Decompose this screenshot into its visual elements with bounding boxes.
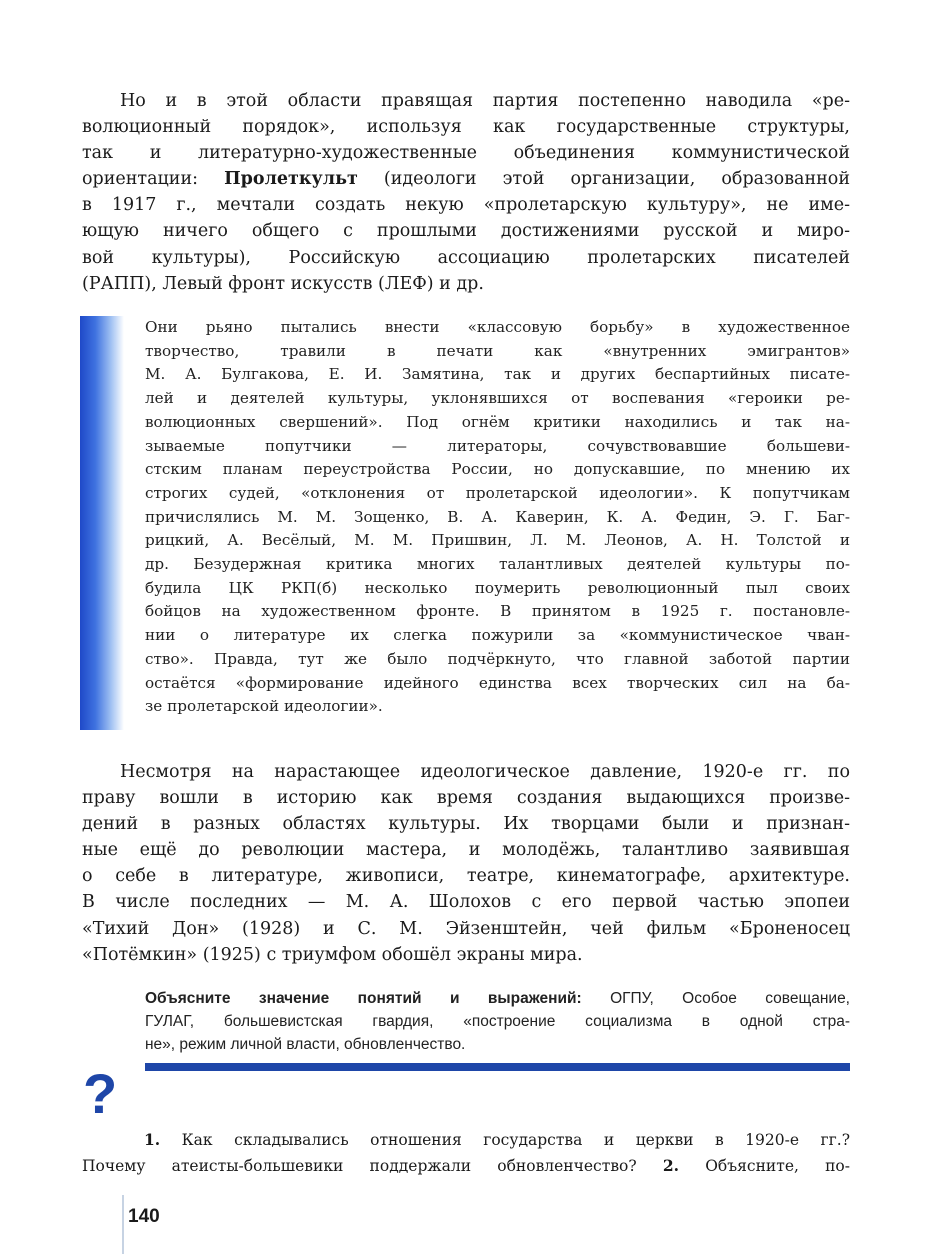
paragraph-1 [82, 88, 850, 297]
text-line: Но и в этой области правящая партия постепенно наводила «ре- [120, 91, 850, 111]
text-line: не», режим личной власти, обновленчество. [145, 1036, 466, 1053]
text-line: причислялись М. М. Зощенко, В. А. Каверин, К. А. Федин, Э. Г. Баг- [145, 507, 850, 526]
text-line: зе пролетарской идеологии». [145, 697, 383, 716]
text-line: в 1917 г., мечтали создать некую «пролетарскую культуру», не име- [82, 195, 850, 216]
text-line: ные ещё до революции мастера, и молодёжь, талантливо заявившая [82, 840, 850, 861]
quote-block [145, 316, 850, 719]
text-line: так и литературно-художественные объединения коммунистической [82, 143, 850, 164]
text-line: будила ЦК РКП(б) несколько поумерить революционный пыл своих [145, 578, 850, 597]
paragraph-2 [82, 759, 850, 968]
text-line: Несмотря на нарастающее идеологическое давление, 1920-е гг. по [120, 762, 850, 782]
text-line: вой культуры), Российскую ассоциацию пролетарских писателей [82, 247, 850, 268]
text-line: В числе последних — М. А. Шолохов с его первой частью эпопеи [82, 892, 850, 913]
question-mark-icon: ? [83, 1062, 118, 1125]
text-line: бойцов на художественном фронте. В принятом в 1925 г. постановле- [145, 602, 850, 621]
terms-box [145, 987, 850, 1056]
text-line [82, 166, 850, 192]
text-line: волюционный порядок», используя как государственные структуры, [82, 117, 850, 138]
text-line: «Потёмкин» (1925) с триумфом обошёл экраны мира. [82, 944, 583, 965]
text-line: дений в разных областях культуры. Их творцами были и признан- [82, 814, 850, 835]
text-line: строгих судей, «отклонения от пролетарской идеологии». К попутчикам [145, 483, 850, 502]
text: ОГПУ, Особое совещание, [581, 990, 850, 1007]
text-line: нии о литературе их слегка пожурили за «коммунистическое чван- [145, 626, 850, 645]
text-line: остаётся «формирование идейного единства всех творческих сил на ба- [145, 673, 850, 692]
text-line: ГУЛАГ, большевистская гвардия, «построение социализма в одной стра- [145, 1013, 850, 1030]
questions-block [82, 1127, 850, 1179]
terms-heading: Объясните значение понятий и выражений: [145, 990, 582, 1007]
text-line: праву вошли в историю как время создания выдающихся произве- [82, 788, 850, 809]
text-line: рицкий, А. Весёлый, М. М. Пришвин, Л. М. Леонов, А. Н. Толстой и [145, 531, 850, 550]
text-line: о себе в литературе, живописи, театре, кинематографе, архитектуре. [82, 866, 850, 887]
text-line: творчество, травили в печати как «внутренних эмигрантов» [145, 341, 850, 360]
question-number: 2. [662, 1156, 680, 1175]
text-line: волюционных свершений». Под огнём критики находились и так на- [145, 412, 850, 431]
text-line: др. Безудержная критика многих талантливых деятелей культуры по- [145, 555, 850, 574]
text-line: лей и деятелей культуры, уклонявшихся от воспевания «героики ре- [145, 389, 850, 408]
question-text: Объясните, по- [679, 1157, 850, 1175]
text-line [82, 1127, 850, 1153]
text-line: стским планам переустройства России, но допускавшие, по мнению их [145, 460, 850, 479]
term-proletkult: Пролеткульт [224, 169, 358, 190]
text-line: «Тихий Дон» (1928) и С. М. Эйзенштейн, чей фильм «Броненосец [82, 918, 850, 939]
text-line: М. А. Булгакова, Е. И. Замятина, так и других беспартийных писате- [145, 365, 850, 384]
text-line: Они рьяно пытались внести «классовую борьбу» в художественное [145, 318, 850, 336]
section-divider [145, 1063, 850, 1071]
question-number: 1. [144, 1130, 161, 1149]
text-line: зываемые попутчики — литераторы, сочувствовавшие большеви- [145, 436, 850, 455]
page-number: 140 [128, 1206, 160, 1227]
text-line: ющую ничего общего с прошлыми достижениями русской и миро- [82, 221, 850, 242]
text: ориентации: [82, 169, 225, 190]
text-line [145, 987, 850, 1010]
question-text: Почему атеисты-большевики поддержали обновленчество? [82, 1157, 663, 1175]
text-line [82, 1153, 850, 1179]
page-number-rule [122, 1195, 124, 1254]
text-line: ство». Правда, тут же было подчёркнуто, что главной заботой партии [145, 649, 850, 668]
question-text: Как складывались отношения государства и церкви в 1920-е гг.? [160, 1131, 850, 1149]
text-line: (РАПП), Левый фронт искусств (ЛЕФ) и др. [82, 273, 484, 294]
text: (идеологи этой организации, образованной [357, 169, 851, 190]
quote-accent-bar [80, 316, 124, 730]
